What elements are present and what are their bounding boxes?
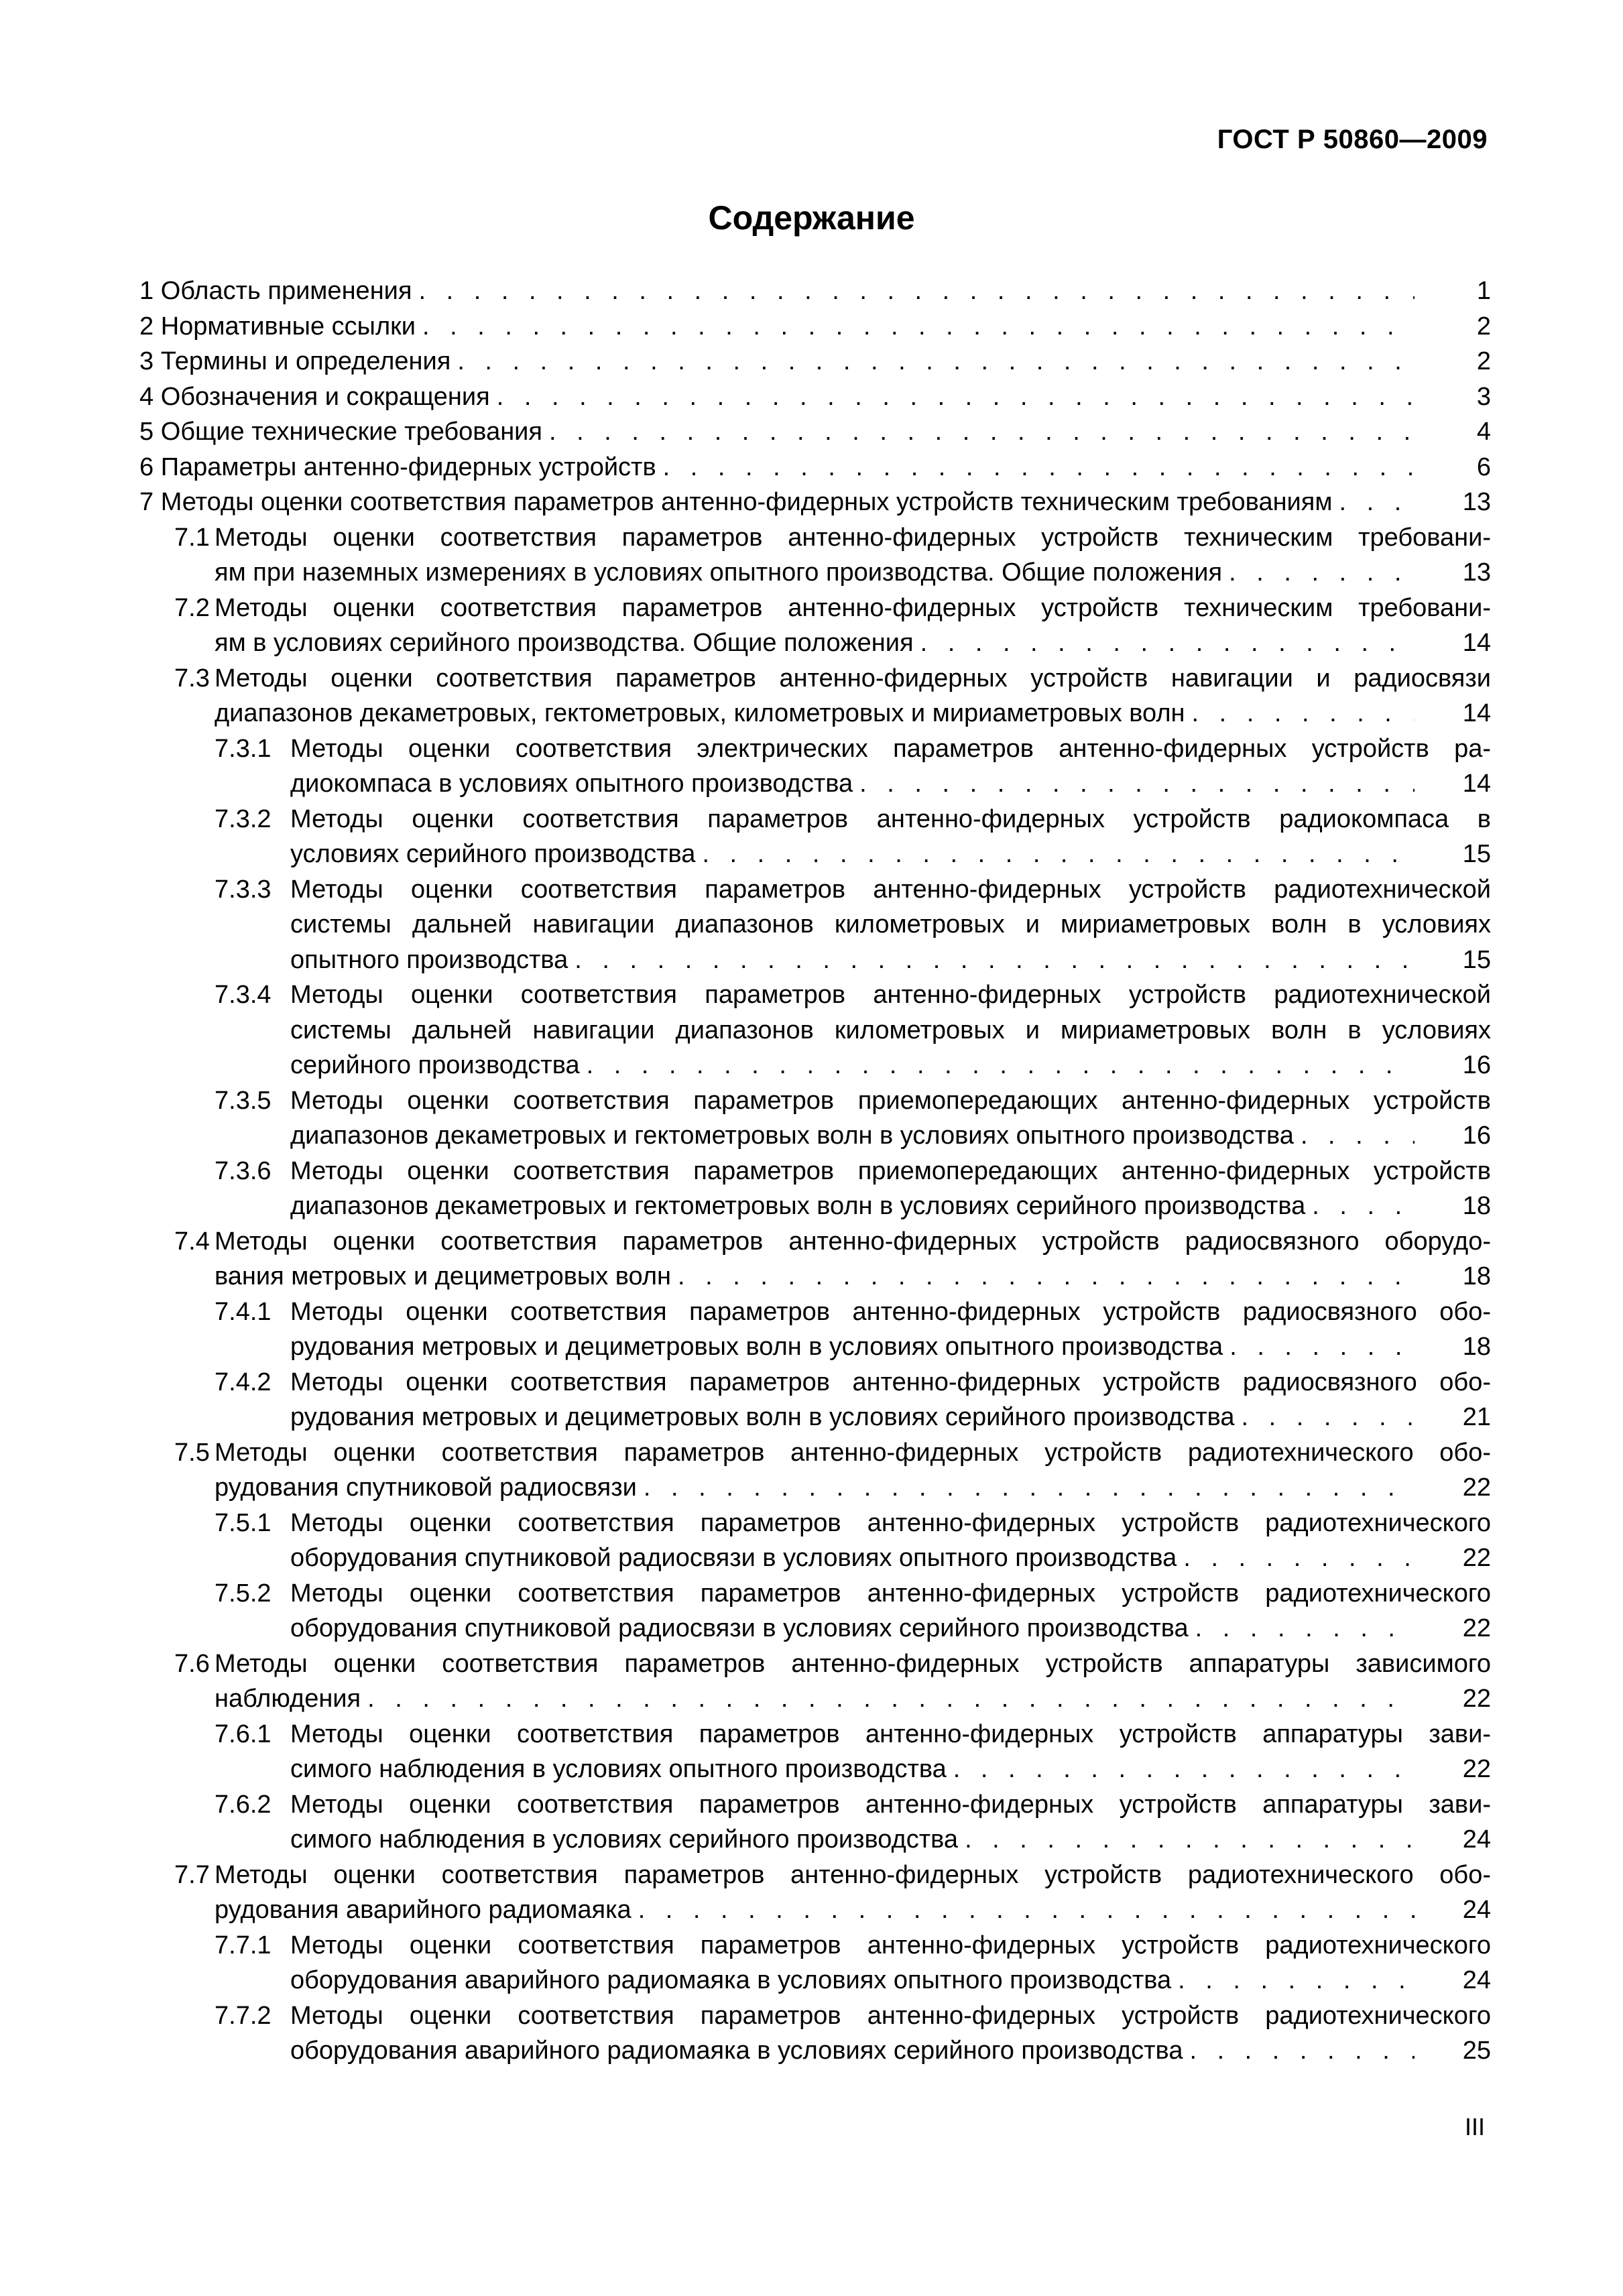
toc-entry-number: 7.3.5: [215, 1086, 272, 1115]
toc-entry-line: [290, 766, 1491, 802]
toc-page-number: 4: [1476, 418, 1491, 446]
dot-leader: [1242, 1400, 1415, 1435]
toc-entry-text: Методы оценки соответствия электрических параметров антенно-фидерных устройств ра-: [290, 734, 1491, 763]
toc-entry[interactable]: [139, 450, 1491, 485]
toc-page-number: 22: [1462, 1473, 1491, 1502]
toc-entry-text: вания метровых и дециметровых волн: [215, 1262, 671, 1290]
toc-entry-text: Методы оценки соответствия параметров антенно-фидерных устройств радиосвязного обо-: [290, 1368, 1491, 1396]
dot-leader: [422, 309, 1415, 345]
toc-entry-text: симого наблюдения в условиях опытного производства: [290, 1755, 947, 1783]
toc-entry-line: [215, 1435, 1491, 1471]
toc-entry-number: 7.5.2: [215, 1579, 272, 1608]
toc-entry-line: [215, 1646, 1491, 1682]
toc-entry-line: [290, 1083, 1491, 1119]
toc-entry-text: 1 Область применения: [139, 277, 412, 305]
dot-leader: [859, 766, 1415, 802]
dot-leader: [497, 379, 1415, 415]
toc-entry-text: Методы оценки соответствия параметров антенно-фидерных устройств радиокомпаса в: [290, 804, 1491, 833]
dot-leader: [953, 1752, 1415, 1787]
toc-entry[interactable]: [139, 977, 1491, 1083]
dot-leader: [1183, 1540, 1415, 1576]
dot-leader: [1189, 2033, 1415, 2069]
toc-entry-number: 7.3.6: [215, 1156, 272, 1185]
toc-entry[interactable]: [139, 1928, 1491, 1998]
toc-entry-line: [290, 2033, 1491, 2069]
toc-entry-line: [290, 1822, 1491, 1858]
toc-entry-line: [290, 1048, 1491, 1083]
toc-entry-text: диапазонов декаметровых и гектометровых волн в условиях серийного производства: [290, 1192, 1306, 1220]
toc-entry[interactable]: [139, 591, 1491, 661]
toc-entry-line: [290, 802, 1491, 837]
toc-entry[interactable]: [139, 661, 1491, 731]
toc-entry-number: 7.3.4: [215, 981, 272, 1009]
toc-entry[interactable]: [139, 1717, 1491, 1787]
toc-entry-line: [290, 1717, 1491, 1752]
dot-leader: [638, 1892, 1415, 1928]
toc-entry-text: ям при наземных измерениях в условиях опытного производства. Общие положения: [215, 558, 1223, 587]
toc-page-number: 16: [1462, 1051, 1491, 1079]
toc-entry-line: [290, 1189, 1491, 1224]
toc-entry-line: [290, 1787, 1491, 1823]
toc-entry-text: наблюдения: [215, 1685, 361, 1713]
toc-entry-line: [139, 274, 1491, 309]
toc-page-number: 15: [1462, 840, 1491, 868]
dot-leader: [367, 1681, 1415, 1717]
toc-page-number: 18: [1462, 1192, 1491, 1220]
toc-entry-number: 7.3: [174, 664, 210, 692]
dot-leader: [1229, 1329, 1415, 1365]
toc-entry-text: Методы оценки соответствия параметров антенно-фидерных устройств радиосвязного оборудо-: [215, 1227, 1491, 1256]
toc-entry-line: [290, 1118, 1491, 1154]
toc-entry-text: условиях серийного производства: [290, 840, 696, 868]
toc-entry[interactable]: [139, 414, 1491, 450]
dot-leader: [965, 1822, 1415, 1858]
toc-entry-number: 7.6: [174, 1649, 210, 1678]
toc-entry-text: Методы оценки соответствия параметров антенно-фидерных устройств радиотехнического: [290, 1579, 1491, 1608]
toc-entry-line: [290, 1365, 1491, 1400]
dot-leader: [1192, 696, 1415, 731]
toc-entry[interactable]: [139, 379, 1491, 415]
toc-entry-text: рудования спутниковой радиосвязи: [215, 1473, 637, 1502]
toc-entry-line: [290, 1506, 1491, 1541]
toc-entry[interactable]: [139, 1646, 1491, 1717]
toc-page-number: 24: [1462, 1966, 1491, 1994]
toc-entry-number: 7.4: [174, 1227, 210, 1256]
toc-entry-text: оборудования спутниковой радиосвязи в условиях серийного производства: [290, 1614, 1189, 1642]
toc-entry-line: [290, 1928, 1491, 1963]
toc-entry-text: 4 Обозначения и сокращения: [139, 382, 490, 411]
standard-designation: ГОСТ Р 50860—2009: [1217, 125, 1488, 154]
toc-entry-text: оборудования аварийного радиомаяка в условиях серийного производства: [290, 2037, 1183, 2065]
toc-entry-text: рудования аварийного радиомаяка: [215, 1896, 632, 1924]
toc-page-number: 2: [1476, 347, 1491, 375]
toc-entry-number: 7.6.1: [215, 1719, 272, 1748]
toc-title: Содержание: [708, 199, 915, 237]
toc-entry[interactable]: [139, 1083, 1491, 1154]
toc-entry[interactable]: [139, 309, 1491, 345]
toc-page-number: 16: [1462, 1122, 1491, 1150]
toc-page-number: 25: [1462, 2037, 1491, 2065]
toc-entry-text: системы дальней навигации диапазонов километровых и мириаметровых волн в условиях: [290, 1016, 1491, 1044]
toc-entry-text: системы дальней навигации диапазонов километровых и мириаметровых волн в условиях: [290, 910, 1491, 939]
dot-leader: [1301, 1118, 1415, 1154]
toc-entry-line: [215, 1470, 1491, 1506]
toc-entry-line: [215, 1858, 1491, 1893]
toc-entry-line: [290, 907, 1491, 943]
toc-entry-line: [215, 696, 1491, 731]
toc-page-number: 3: [1476, 382, 1491, 411]
toc-entry-line: [290, 1400, 1491, 1435]
toc-entry-text: 5 Общие технические требования: [139, 418, 542, 446]
toc-entry-line: [215, 1224, 1491, 1260]
toc-entry-line: [290, 977, 1491, 1013]
toc-entry-number: 7.5.1: [215, 1508, 272, 1537]
toc-entry-text: Методы оценки соответствия параметров антенно-фидерных устройств радиотехнической: [290, 875, 1491, 904]
toc-entry-line: [290, 872, 1491, 908]
dot-leader: [1312, 1189, 1415, 1224]
toc-entry[interactable]: [139, 1998, 1491, 2069]
toc-entry[interactable]: [139, 731, 1491, 802]
toc-entry-line: [290, 1294, 1491, 1330]
toc-entry-line: [290, 943, 1491, 978]
toc-page-number: 24: [1462, 1825, 1491, 1854]
toc-entry-number: 7.5: [174, 1438, 210, 1467]
toc-entry-line: [290, 731, 1491, 767]
toc-entry-text: Методы оценки соответствия параметров антенно-фидерных устройств аппаратуры зави-: [290, 1790, 1491, 1819]
toc-entry-text: симого наблюдения в условиях серийного производства: [290, 1825, 959, 1854]
toc-page-number: 18: [1462, 1333, 1491, 1361]
toc-entry-line: [290, 1611, 1491, 1646]
toc-entry[interactable]: [139, 1576, 1491, 1646]
toc-page-number: 22: [1462, 1614, 1491, 1642]
toc-entry[interactable]: [139, 1365, 1491, 1435]
dot-leader: [1339, 485, 1415, 520]
toc-entry-text: опытного производства: [290, 945, 568, 974]
toc-entry-number: 7.7.1: [215, 1931, 272, 1959]
toc-page-number: 1: [1476, 277, 1491, 305]
toc-entry-line: [139, 344, 1491, 379]
toc-entry[interactable]: [139, 485, 1491, 520]
toc-entry-text: Методы оценки соответствия параметров антенно-фидерных устройств техническим требовани-: [215, 523, 1491, 552]
page-number: III: [1464, 2113, 1485, 2140]
toc-entry-number: 7.7.2: [215, 2001, 272, 2030]
dot-leader: [663, 450, 1415, 485]
toc-entry-line: [139, 379, 1491, 415]
toc-entry-text: оборудования спутниковой радиосвязи в условиях опытного производства: [290, 1544, 1177, 1572]
toc-entry-line: [215, 1259, 1491, 1294]
toc-entry[interactable]: [139, 520, 1491, 591]
dot-leader: [418, 274, 1415, 309]
toc-entry[interactable]: [139, 1787, 1491, 1858]
toc-page-number: 13: [1462, 558, 1491, 587]
dot-leader: [1195, 1611, 1415, 1646]
toc-entry-line: [139, 414, 1491, 450]
toc-entry-text: Методы оценки соответствия параметров антенно-фидерных устройств радиотехнического обо-: [215, 1860, 1491, 1889]
toc-entry[interactable]: [139, 872, 1491, 978]
toc-entry-line: [215, 555, 1491, 591]
toc-page-number: 22: [1462, 1544, 1491, 1572]
toc-entry-text: Методы оценки соответствия параметров антенно-фидерных устройств радиотехнического: [290, 2001, 1491, 2030]
toc-entry-text: ям в условиях серийного производства. Общие положения: [215, 629, 914, 657]
toc-entry-text: оборудования аварийного радиомаяка в условиях опытного производства: [290, 1966, 1172, 1994]
toc-entry-text: 6 Параметры антенно-фидерных устройств: [139, 452, 656, 481]
dot-leader: [1229, 555, 1415, 591]
toc-entry-line: [215, 661, 1491, 697]
toc-entry[interactable]: [139, 1224, 1491, 1294]
toc-page-number: 6: [1476, 452, 1491, 481]
dot-leader: [644, 1470, 1415, 1506]
dot-leader: [678, 1259, 1415, 1294]
toc-entry-number: 7.4.2: [215, 1368, 272, 1396]
toc-entry-text: Методы оценки соответствия параметров антенно-фидерных устройств радиотехнического: [290, 1931, 1491, 1959]
toc-page-number: 24: [1462, 1896, 1491, 1924]
toc-entry-text: Методы оценки соответствия параметров антенно-фидерных устройств аппаратуры зави-: [290, 1719, 1491, 1748]
toc-entry-line: [290, 1154, 1491, 1189]
dot-leader: [702, 837, 1415, 872]
toc-page-number: 14: [1462, 770, 1491, 798]
toc-entry[interactable]: [139, 802, 1491, 872]
toc-entry-number: 7.1: [174, 523, 210, 552]
toc-entry-line: [290, 1013, 1491, 1048]
dot-leader: [1178, 1963, 1415, 1998]
toc-entry-text: Методы оценки соответствия параметров приемопередающих антенно-фидерных устройств: [290, 1156, 1491, 1185]
toc-entry-number: 7.3.2: [215, 804, 272, 833]
dot-leader: [920, 625, 1415, 661]
toc-page-number: 13: [1462, 488, 1491, 516]
toc-entry[interactable]: [139, 1154, 1491, 1224]
dot-leader: [575, 943, 1415, 978]
toc-page-number: 14: [1462, 629, 1491, 657]
toc-page-number: 14: [1462, 699, 1491, 727]
toc-entry-text: Методы оценки соответствия параметров антенно-фидерных устройств радиотехнического: [290, 1508, 1491, 1537]
toc-page-number: 21: [1462, 1403, 1491, 1431]
toc-entry-text: диапазонов декаметровых и гектометровых волн в условиях опытного производства: [290, 1122, 1294, 1150]
toc-entry-line: [290, 1329, 1491, 1365]
toc-entry-text: рудования метровых и дециметровых волн в условиях опытного производства: [290, 1333, 1223, 1361]
toc-entry[interactable]: [139, 1435, 1491, 1506]
toc-entry-text: Методы оценки соответствия параметров антенно-фидерных устройств аппаратуры зависимого: [215, 1649, 1491, 1678]
toc-entry-text: диапазонов декаметровых, гектометровых, километровых и мириаметровых волн: [215, 699, 1185, 727]
toc-entry-number: 7.2: [174, 593, 210, 622]
table-of-contents: [139, 274, 1491, 2069]
toc-entry-text: 3 Термины и определения: [139, 347, 451, 375]
toc-entry-text: Методы оценки соответствия параметров антенно-фидерных устройств радиосвязного обо-: [290, 1297, 1491, 1326]
dot-leader: [457, 344, 1415, 379]
toc-entry-text: Методы оценки соответствия параметров антенно-фидерных устройств техническим требовани-: [215, 593, 1491, 622]
toc-entry-text: Методы оценки соответствия параметров антенно-фидерных устройств радиотехнической: [290, 981, 1491, 1009]
toc-entry-line: [290, 1752, 1491, 1787]
toc-entry-line: [139, 485, 1491, 520]
toc-entry[interactable]: [139, 274, 1491, 309]
toc-entry-text: Методы оценки соответствия параметров антенно-фидерных устройств радиотехнического обо-: [215, 1438, 1491, 1467]
toc-entry-line: [215, 591, 1491, 626]
toc-entry-text: рудования метровых и дециметровых волн в условиях серийного производства: [290, 1403, 1235, 1431]
toc-entry-line: [215, 1892, 1491, 1928]
toc-entry-line: [215, 1681, 1491, 1717]
toc-entry-number: 7.7: [174, 1860, 210, 1889]
toc-entry-line: [290, 1963, 1491, 1998]
toc-entry-number: 7.6.2: [215, 1790, 272, 1819]
toc-entry-text: диокомпаса в условиях опытного производства: [290, 770, 853, 798]
toc-entry-text: серийного производства: [290, 1051, 580, 1079]
toc-entry-number: 7.3.1: [215, 734, 272, 763]
toc-entry-number: 7.4.1: [215, 1297, 272, 1326]
toc-page-number: 15: [1462, 945, 1491, 974]
toc-page-number: 2: [1476, 312, 1491, 341]
toc-entry-text: 7 Методы оценки соответствия параметров антенно-фидерных устройств техническим требованиям: [139, 488, 1333, 516]
toc-entry[interactable]: [139, 1294, 1491, 1365]
toc-page-number: 22: [1462, 1755, 1491, 1783]
toc-entry-line: [139, 309, 1491, 345]
dot-leader: [549, 414, 1415, 450]
toc-entry-line: [290, 1576, 1491, 1612]
toc-entry-line: [290, 1998, 1491, 2034]
toc-entry[interactable]: [139, 1858, 1491, 1928]
toc-entry-number: 7.3.3: [215, 875, 272, 904]
dot-leader: [587, 1048, 1415, 1083]
toc-page-number: 18: [1462, 1262, 1491, 1290]
toc-entry-line: [290, 837, 1491, 872]
toc-entry[interactable]: [139, 344, 1491, 379]
toc-entry-text: 2 Нормативные ссылки: [139, 312, 416, 341]
toc-entry-text: Методы оценки соответствия параметров антенно-фидерных устройств навигации и радиосвязи: [215, 664, 1491, 692]
toc-entry-line: [215, 520, 1491, 556]
toc-entry-line: [215, 625, 1491, 661]
toc-entry[interactable]: [139, 1506, 1491, 1576]
toc-entry-text: Методы оценки соответствия параметров приемопередающих антенно-фидерных устройств: [290, 1086, 1491, 1115]
toc-page-number: 22: [1462, 1685, 1491, 1713]
toc-entry-line: [290, 1540, 1491, 1576]
toc-entry-line: [139, 450, 1491, 485]
